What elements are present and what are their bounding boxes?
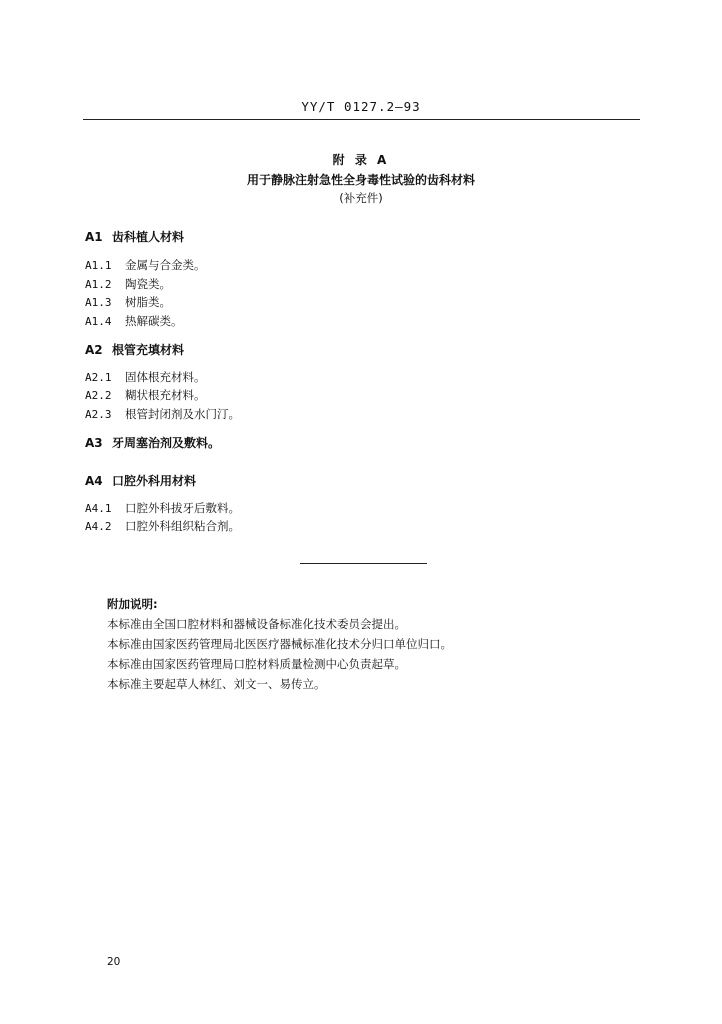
list-item	[85, 257, 206, 273]
end-rule	[300, 563, 427, 564]
item-text: 糊状根充材料。	[125, 388, 206, 402]
notes-line: 本标准由全国口腔材料和器械设备标准化技术委员会提出。	[107, 617, 406, 631]
notes-line: 本标准由国家医药管理局北医医疗器械标准化技术分归口单位归口。	[107, 637, 452, 651]
page-number: 20	[107, 956, 121, 968]
list-item	[85, 406, 240, 422]
section-number: A1	[85, 230, 103, 244]
section-number: A3	[85, 436, 103, 450]
item-number: A4.2	[85, 520, 112, 533]
list-item	[85, 276, 171, 292]
section-title: 牙周塞治剂及敷料。	[112, 436, 221, 450]
section-heading-a2	[85, 341, 184, 358]
item-text: 根管封闭剂及水门汀。	[125, 407, 240, 421]
section-number: A2	[85, 343, 103, 357]
item-text: 金属与合金类。	[125, 258, 206, 272]
notes-line: 本标准主要起草人林红、刘文一、易传立。	[107, 677, 326, 691]
section-number: A4	[85, 474, 103, 488]
item-text: 陶瓷类。	[125, 277, 171, 291]
standard-code: YY/T 0127.2—93	[301, 99, 421, 114]
list-item	[85, 294, 171, 310]
item-text: 热解碳类。	[125, 314, 183, 328]
notes-line: 本标准由国家医药管理局口腔材料质量检测中心负责起草。	[107, 657, 406, 671]
appendix-title: 附 录 A	[332, 153, 390, 167]
list-item	[85, 313, 183, 329]
additional-notes	[107, 594, 452, 694]
item-number: A1.4	[85, 315, 112, 328]
item-number: A1.3	[85, 296, 112, 309]
item-text: 固体根充材料。	[125, 370, 206, 384]
list-item	[85, 369, 206, 385]
list-item	[85, 500, 240, 516]
section-title: 齿科植人材料	[112, 230, 185, 244]
item-text: 口腔外科组织粘合剂。	[125, 519, 240, 533]
item-number: A2.3	[85, 408, 112, 421]
item-number: A4.1	[85, 502, 112, 515]
header-rule	[83, 119, 640, 120]
section-title: 口腔外科用材料	[112, 474, 197, 488]
appendix-subtitle: 用于静脉注射急性全身毒性试验的齿科材料	[246, 173, 475, 187]
appendix-note: (补充件)	[339, 191, 383, 205]
item-text: 口腔外科拔牙后敷料。	[125, 501, 240, 515]
item-number: A1.1	[85, 259, 112, 272]
section-heading-a3	[85, 434, 220, 451]
item-text: 树脂类。	[125, 295, 171, 309]
list-item	[85, 387, 206, 403]
section-heading-a4	[85, 472, 196, 489]
item-number: A1.2	[85, 278, 112, 291]
section-heading-a1	[85, 228, 184, 245]
item-number: A2.1	[85, 371, 112, 384]
item-number: A2.2	[85, 389, 112, 402]
section-title: 根管充填材料	[112, 343, 185, 357]
list-item	[85, 518, 240, 534]
notes-heading: 附加说明:	[107, 597, 158, 611]
